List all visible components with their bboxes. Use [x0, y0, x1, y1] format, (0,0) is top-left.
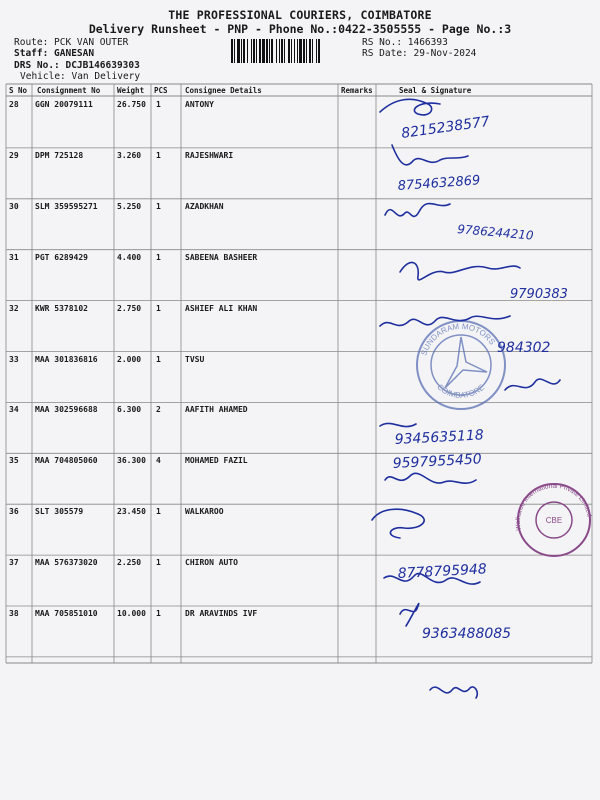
cell-consignee: ASHIEF ALI KHAN: [185, 303, 258, 313]
cell-consignee: TVSU: [185, 354, 205, 364]
cell-sno: 30: [9, 201, 19, 211]
handwritten-phone-5: 984302: [497, 340, 551, 356]
cell-sno: 37: [9, 558, 19, 568]
cell-consignment: MAA 302596688: [35, 405, 98, 415]
cell-weight: 4.400: [117, 252, 142, 262]
cell-consignment: MAA 705851010: [35, 609, 98, 618]
cell-sno: 28: [9, 100, 19, 109]
col-consignee: Consignee Details: [185, 86, 262, 95]
cell-pcs: 1: [156, 609, 161, 618]
cell-consignee: RAJESHWARI: [185, 150, 234, 160]
cell-sno: 29: [9, 150, 19, 160]
company-title: THE PROFESSIONAL COURIERS, COIMBATORE: [168, 8, 432, 22]
cell-consignment: MAA 576373020: [35, 558, 98, 568]
cell-pcs: 1: [156, 252, 161, 262]
sundaram-stamp-bottom-text: COIMBATORE: [435, 382, 487, 400]
cell-sno: 31: [9, 252, 19, 262]
cell-sno: 36: [9, 507, 19, 517]
cell-weight: 23.450: [117, 507, 146, 517]
cell-consignee: SABEENA BASHEER: [185, 252, 258, 262]
cell-sno: 38: [9, 609, 19, 618]
handwritten-phone-8: 8778795948: [397, 561, 488, 582]
cell-consignee: ANTONY: [185, 100, 214, 109]
col-seal-signature: Seal & Signature: [399, 86, 472, 95]
cell-sno: 35: [9, 456, 19, 466]
route-label: Route: PCK VAN OUTER: [14, 37, 129, 48]
col-consignment: Consignment No: [37, 86, 101, 95]
cell-sno: 33: [9, 354, 19, 364]
cell-weight: 5.250: [117, 201, 142, 211]
runsheet-title: Delivery Runsheet - PNP - Phone No.:0422-3505555 - Page No.:3: [88, 22, 512, 36]
cell-sno: 32: [9, 303, 19, 313]
cell-consignee: AAFITH AHAMED: [185, 405, 248, 415]
handwritten-phone-6: 9345635118: [394, 427, 485, 448]
cell-weight: 10.000: [117, 609, 146, 618]
handwritten-phone-2: 8754632869: [397, 173, 481, 194]
rs-date: RS Date: 29-Nov-2024: [362, 48, 477, 59]
cell-consignment: SLM 359595271: [35, 201, 98, 211]
cell-sno: 34: [9, 405, 19, 415]
cell-consignment: GGN 20079111: [35, 100, 93, 109]
cell-consignee: WALKAROO: [185, 507, 224, 517]
col-pcs: PCS: [154, 86, 168, 95]
col-weight: Weight: [117, 86, 145, 95]
cell-weight: 2.000: [117, 354, 142, 364]
cell-consignment: MAA 704805060: [35, 456, 98, 466]
staff-label: Staff: GANESAN: [14, 48, 95, 59]
col-remarks: Remarks: [341, 86, 373, 95]
cell-pcs: 1: [156, 150, 161, 160]
cell-consignment: KWR 5378102: [35, 303, 88, 313]
handwritten-phone-3: 9786244210: [456, 222, 535, 243]
cell-consignee: AZADKHAN: [185, 201, 224, 211]
cell-consignee: DR ARAVINDS IVF: [185, 609, 258, 618]
vehicle-label: Vehicle: Van Delivery: [20, 71, 141, 82]
cell-pcs: 4: [156, 456, 161, 466]
cell-pcs: 1: [156, 507, 161, 517]
cell-pcs: 1: [156, 303, 161, 313]
cell-consignment: SLT 305579: [35, 507, 84, 517]
handwritten-phone-9: 9363488085: [422, 626, 512, 642]
cell-consignment: DPM 725128: [35, 150, 84, 160]
handwritten-phone-7: 9597955450: [392, 451, 483, 472]
sundaram-stamp-top-text: SUNDARAM MOTORS: [419, 321, 497, 357]
handwritten-phone-4: 9790383: [510, 287, 568, 302]
svg-text:COIMBATORE: [435, 382, 486, 400]
cell-pcs: 2: [156, 405, 161, 415]
cell-pcs: 1: [156, 354, 161, 364]
cell-weight: 26.750: [117, 100, 146, 109]
walkaroo-stamp-center: CBE: [545, 516, 563, 525]
cell-consignment: PGT 6289429: [35, 252, 88, 262]
sundaram-stamp: [417, 321, 505, 409]
cell-weight: 6.300: [117, 405, 142, 415]
cell-pcs: 1: [156, 558, 161, 568]
cell-consignee: CHIRON AUTO: [185, 558, 238, 568]
drs-label: DRS No.: DCJB146639303: [14, 60, 140, 71]
rs-number: RS No.: 1466393: [362, 37, 448, 48]
col-sno: S No: [9, 86, 28, 95]
cell-weight: 3.260: [117, 150, 142, 160]
walkaroo-stamp-ring-text: Walkaroo International Private Limited: [514, 482, 593, 531]
cell-weight: 2.250: [117, 558, 142, 568]
cell-consignee: MOHAMED FAZIL: [185, 456, 248, 466]
cell-weight: 36.300: [117, 456, 146, 466]
cell-pcs: 1: [156, 100, 161, 109]
cell-pcs: 1: [156, 201, 161, 211]
cell-weight: 2.750: [117, 303, 142, 313]
walkaroo-stamp: [515, 483, 593, 556]
handwritten-phone-1: 8215238577: [400, 113, 491, 142]
cell-consignment: MAA 301836816: [35, 354, 98, 364]
